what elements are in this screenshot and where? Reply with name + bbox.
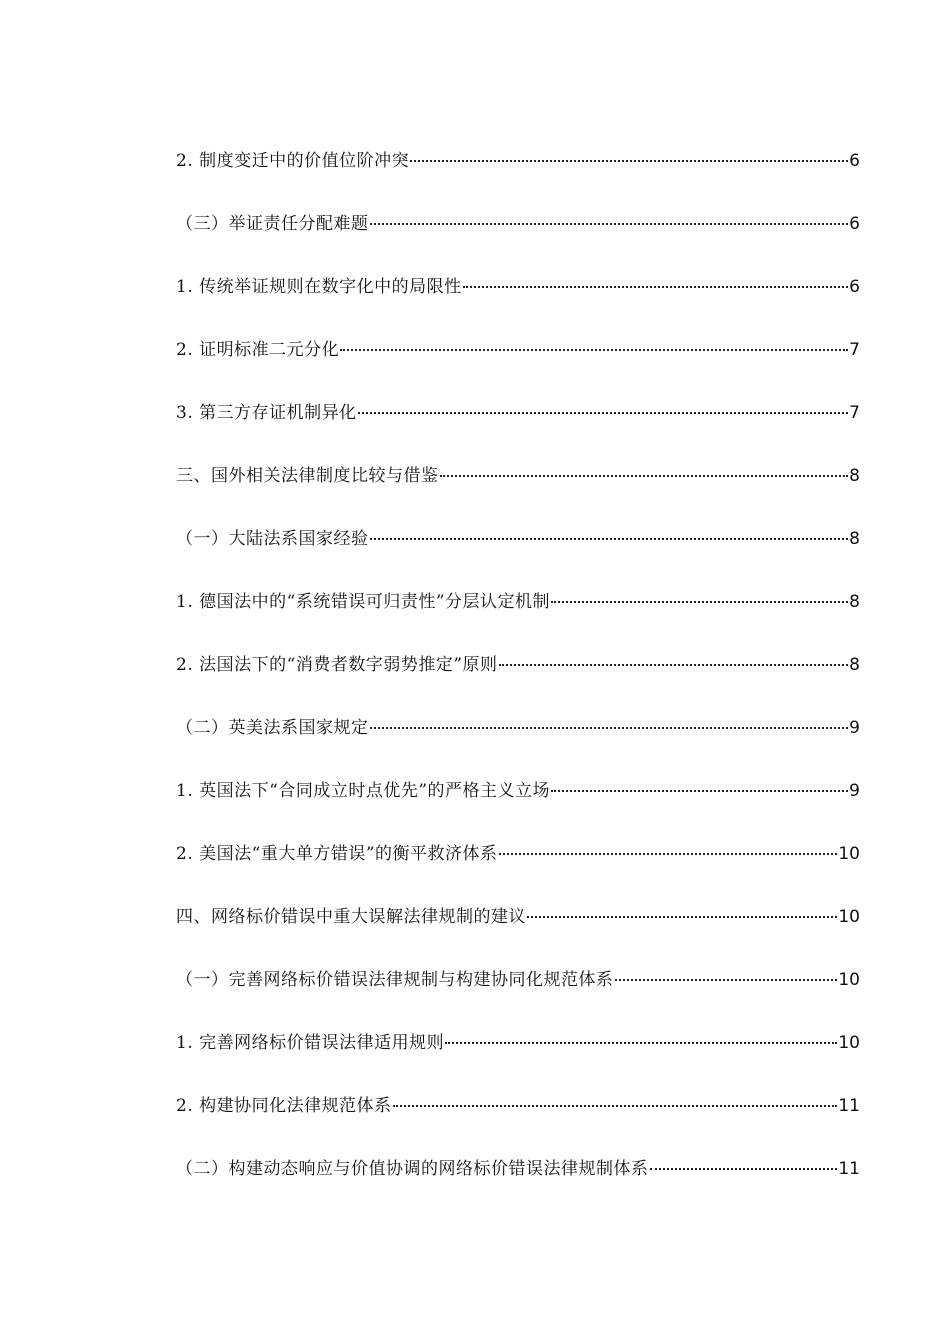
toc-page-number: 10 [838,970,860,990]
toc-entry-title: 2. 证明标准二元分化 [176,340,340,360]
toc-page-number: 10 [838,907,860,927]
toc-dot-leader [358,411,849,414]
toc-entry-title: 3. 第三方存证机制异化 [176,403,357,423]
toc-entry-title: 2. 制度变迁中的价值位阶冲突 [176,151,410,171]
toc-dot-leader [650,1167,838,1170]
toc-entry[interactable] [176,776,860,839]
toc-entry-title: 1. 传统举证规则在数字化中的局限性 [176,277,462,297]
toc-dot-leader [463,285,849,288]
toc-entry[interactable] [176,650,860,713]
toc-entry[interactable] [176,146,860,209]
toc-entry-title: （一）大陆法系国家经验 [176,529,369,549]
toc-entry-title: 三、国外相关法律制度比较与借鉴 [176,466,439,486]
toc-dot-leader [499,852,838,855]
toc-entry[interactable] [176,461,860,524]
table-of-contents [176,146,860,1217]
toc-dot-leader [393,1104,838,1107]
toc-entry[interactable] [176,398,860,461]
toc-dot-leader [527,915,837,918]
toc-entry[interactable] [176,713,860,776]
toc-page-number: 9 [849,781,860,801]
toc-page-number: 9 [849,718,860,738]
toc-entry-title: （二）英美法系国家规定 [176,718,369,738]
toc-entry[interactable] [176,272,860,335]
toc-entry-title: 1. 英国法下“合同成立时点优先”的严格主义立场 [176,781,551,801]
toc-entry[interactable] [176,1028,860,1091]
toc-dot-leader [340,348,848,351]
toc-dot-leader [370,726,849,729]
toc-entry-title: （一）完善网络标价错误法律规制与构建协同化规范体系 [176,970,614,990]
toc-page-number: 6 [849,214,860,234]
toc-entry[interactable] [176,524,860,587]
toc-entry[interactable] [176,1091,860,1154]
toc-entry[interactable] [176,965,860,1028]
toc-entry-title: 1. 完善网络标价错误法律适用规则 [176,1033,445,1053]
toc-entry[interactable] [176,902,860,965]
toc-page-number: 7 [849,340,860,360]
toc-dot-leader [551,789,848,792]
toc-entry[interactable] [176,587,860,650]
toc-entry-title: 2. 美国法“重大单方错误”的衡平救济体系 [176,844,498,864]
toc-dot-leader [499,663,849,666]
toc-page-number: 8 [849,592,860,612]
toc-page-number: 7 [849,403,860,423]
toc-entry[interactable] [176,209,860,272]
toc-dot-leader [551,600,848,603]
toc-page-number: 6 [849,151,860,171]
toc-entry-title: （三）举证责任分配难题 [176,214,369,234]
toc-page-number: 11 [838,1096,860,1116]
toc-page-number: 8 [849,529,860,549]
toc-page-number: 8 [849,655,860,675]
toc-entry-title: 2. 构建协同化法律规范体系 [176,1096,392,1116]
toc-entry[interactable] [176,839,860,902]
toc-dot-leader [615,978,838,981]
toc-page-number: 8 [849,466,860,486]
toc-page-number: 10 [838,844,860,864]
toc-page-number: 10 [838,1033,860,1053]
toc-dot-leader [440,474,849,477]
toc-dot-leader [445,1041,837,1044]
toc-entry-title: 1. 德国法中的“系统错误可归责性”分层认定机制 [176,592,551,612]
toc-dot-leader [370,537,849,540]
toc-entry-title: 四、网络标价错误中重大误解法律规制的建议 [176,907,526,927]
toc-entry-title: 2. 法国法下的“消费者数字弱势推定”原则 [176,655,498,675]
toc-entry-title: （二）构建动态响应与价值协调的网络标价错误法律规制体系 [176,1159,649,1179]
toc-page-number: 11 [838,1159,860,1179]
toc-page-number: 6 [849,277,860,297]
toc-entry[interactable] [176,1154,860,1217]
toc-dot-leader [410,159,848,162]
toc-entry[interactable] [176,335,860,398]
toc-dot-leader [370,222,849,225]
